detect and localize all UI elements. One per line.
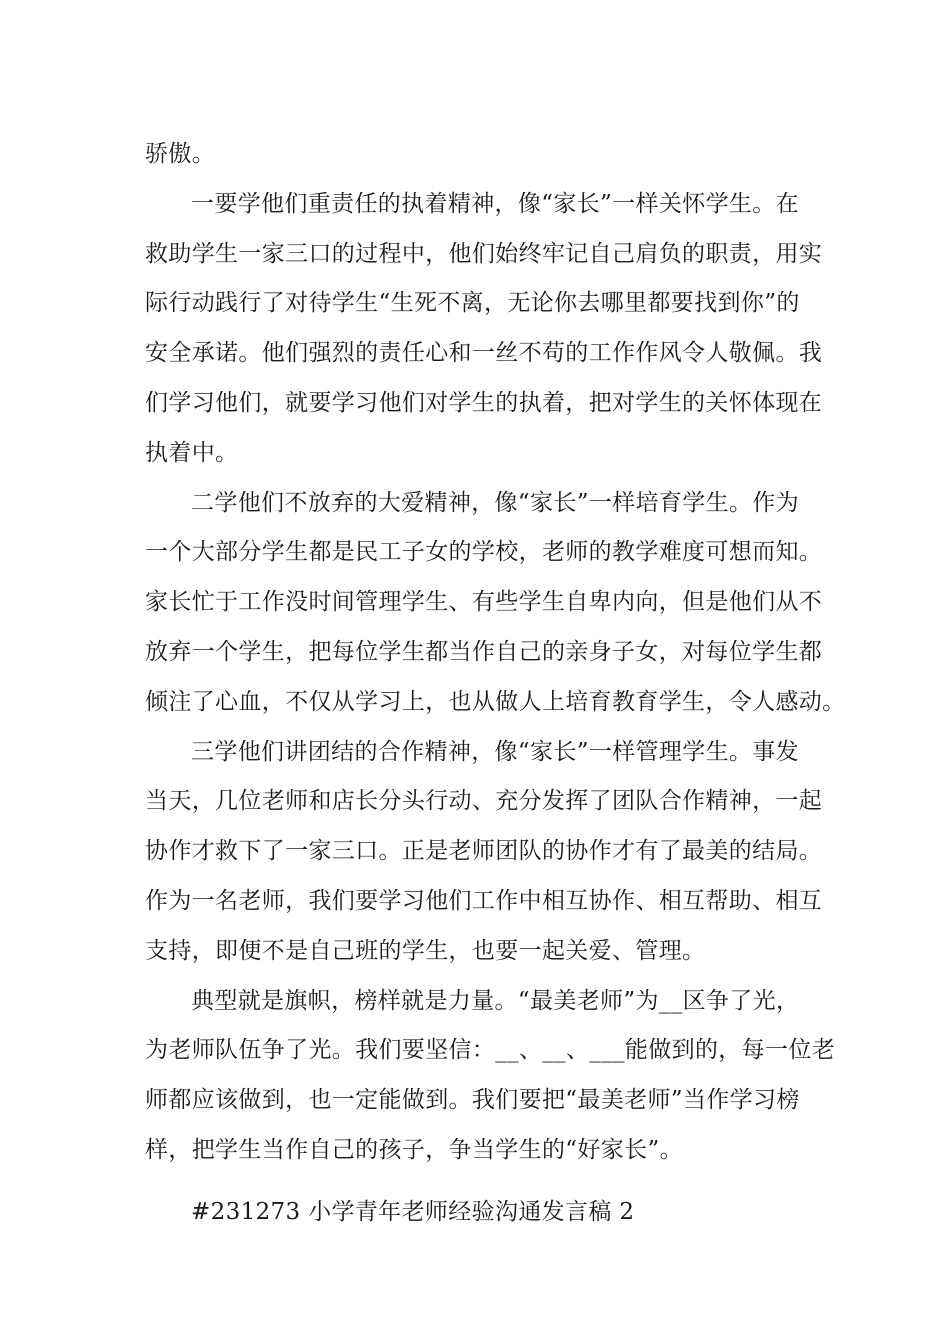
text-line: 救助学生一家三口的过程中，他们始终牢记自己肩负的职责，用实 (145, 240, 823, 267)
text-line: 倾注了心血，不仅从学习上，也从做人上培育教育学生，令人感动。 (145, 688, 846, 715)
text-line: 支持，即便不是自己班的学生，也要一起关爱、管理。 (145, 937, 706, 964)
text-line: 师都应该做到，也一定能做到。我们要把“最美老师”当作学习榜 (145, 1087, 800, 1114)
text-line: 放弃一个学生，把每位学生都当作自己的亲身子女，对每位学生都 (145, 638, 823, 665)
text-line: 当天，几位老师和店长分头行动、充分发挥了团队合作精神，一起 (145, 788, 823, 815)
text-line: 协作才救下了一家三口。正是老师团队的协作才有了最美的结局。 (145, 838, 823, 865)
text-line: 样，把学生当作自己的孩子，争当学生的“好家长”。 (145, 1136, 683, 1163)
text-line: 作为一名老师，我们要学习他们工作中相互协作、相互帮助、相互 (145, 887, 823, 914)
text-line: 骄傲。 (145, 141, 216, 167)
text-line: 们学习他们，就要学习他们对学生的执着，把对学生的关怀体现在 (145, 389, 823, 416)
text-line: 一个大部分学生都是民工子女的学校，老师的教学难度可想而知。 (145, 539, 823, 566)
text-line: 三学他们讲团结的合作精神，像“家长”一样管理学生。事发 (191, 738, 799, 765)
text-line: 家长忙于工作没时间管理学生、有些学生自卑内向，但是他们从不 (145, 589, 823, 616)
text-line: 典型就是旗帜，榜样就是力量。“最美老师”为__区争了光， (191, 987, 800, 1014)
text-line: 安全承诺。他们强烈的责任心和一丝不苟的工作作风令人敬佩。我 (145, 340, 823, 367)
text-line: 为老师队伍争了光。我们要坚信：__、__、___能做到的，每一位老 (145, 1037, 836, 1064)
text-line: 一要学他们重责任的执着精神，像“家长”一样关怀学生。在 (191, 190, 799, 217)
document-body (145, 130, 846, 1238)
section-heading: #231273 小学青年老师经验沟通发言稿 2 (191, 1198, 635, 1225)
text-line: 二学他们不放弃的大爱精神，像“家长”一样培育学生。作为 (191, 489, 799, 516)
text-line: 际行动践行了对待学生“生死不离，无论你去哪里都要找到你”的 (145, 290, 800, 317)
text-line: 执着中。 (145, 439, 239, 466)
